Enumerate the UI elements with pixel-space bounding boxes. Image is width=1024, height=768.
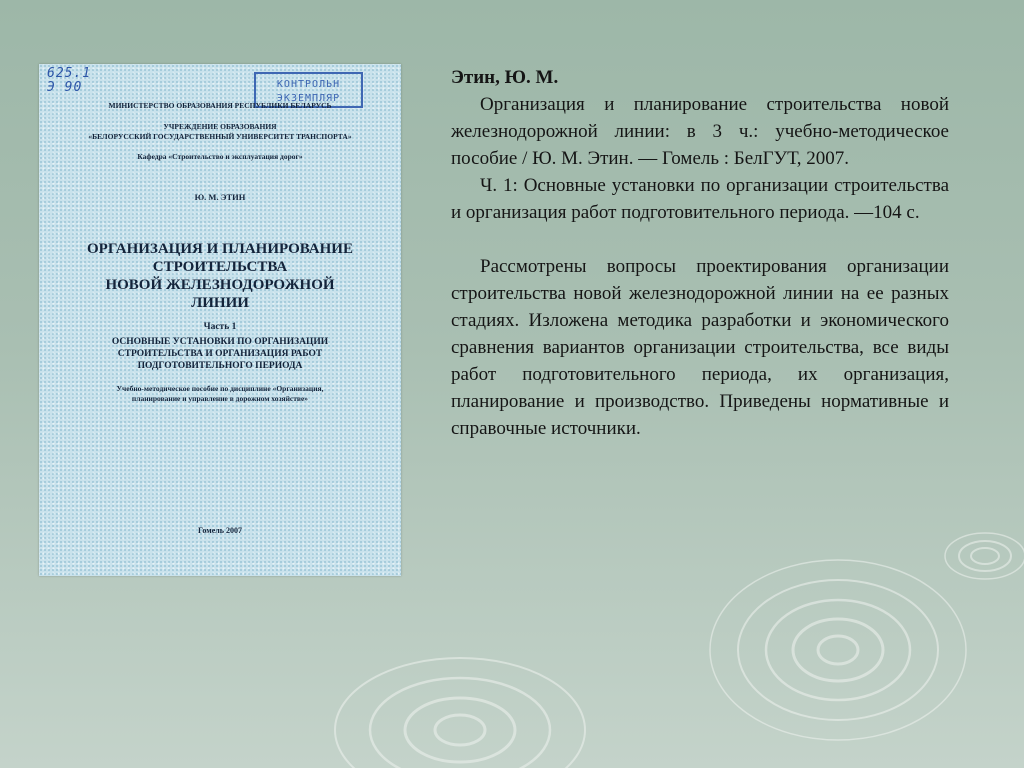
cover-note: Учебно-методическое пособие по дисциплине «Организация, планирование и управление в дорожном хозяйстве» bbox=[116, 384, 324, 403]
cover-ministry: МИНИСТЕРСТВО ОБРАЗОВАНИЯ РЕСПУБЛИКИ БЕЛАРУСЬ bbox=[108, 101, 332, 110]
cover-title: ОРГАНИЗАЦИЯ И ПЛАНИРОВАНИЕ СТРОИТЕЛЬСТВА НОВОЙ ЖЕЛЕЗНОДОРОЖНОЙ ЛИНИИ bbox=[87, 241, 353, 311]
cover-department: Кафедра «Строительство и эксплуатация дорог» bbox=[137, 152, 303, 161]
description-part: Ч. 1: Основные установки по организации строительства и организация работ подготовительного периода. —104 с. bbox=[451, 175, 949, 223]
description-author: Этин, Ю. М. bbox=[451, 67, 559, 88]
cover-subtitle: ОСНОВНЫЕ УСТАНОВКИ ПО ОРГАНИЗАЦИИ СТРОИТЕЛЬСТВА И ОРГАНИЗАЦИЯ РАБОТ ПОДГОТОВИТЕЛЬНОГО ПЕРИОДА bbox=[111, 337, 329, 371]
control-copy-stamp: КОНТРОЛЬН ЭКЗЕМПЛЯР bbox=[254, 72, 363, 108]
book-description bbox=[451, 64, 949, 442]
cover-city-year: Гомель 2007 bbox=[198, 526, 242, 535]
book-cover bbox=[39, 64, 401, 576]
cover-author: Ю. М. ЭТИН bbox=[194, 192, 246, 202]
library-code-handwriting: 625.1 Э 90 bbox=[47, 66, 92, 95]
cover-part: Часть 1 bbox=[203, 322, 237, 332]
description-citation: Организация и планирование строительства новой железнодорожной линии: в 3 ч.: учебно-методическое пособие / Ю. М. Этин. — Гомель : БелГУТ, 2007. bbox=[451, 94, 949, 169]
description-abstract: Рассмотрены вопросы проектирования организации строительства новой железнодорожной линии на ее разных стадиях. Изложена методика разработки и экономического сравнения вариантов организации строительства, все виды работ подготовительного периода, их организация, планирование и производство. Приведены нормативные и справочные источники. bbox=[451, 256, 949, 439]
cover-institution: УЧРЕЖДЕНИЕ ОБРАЗОВАНИЯ «БЕЛОРУССКИЙ ГОСУДАРСТВЕННЫЙ УНИВЕРСИТЕТ ТРАНСПОРТА» bbox=[88, 122, 352, 141]
